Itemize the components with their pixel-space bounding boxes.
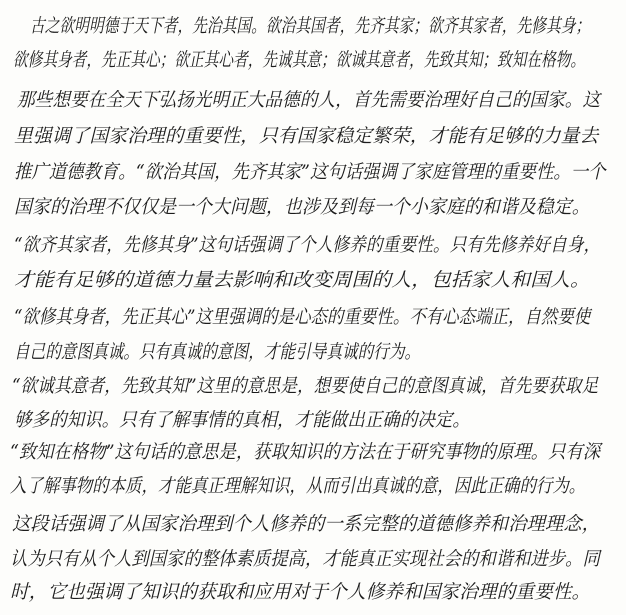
text-line: 入了解事物的本质，才能真正理解知识，从而引出真诚的意，因此正确的行为。 [10,475,586,497]
text-line: 古之欲明明德于天下者，先治其国。欲治其国者，先齐其家；欲齐其家者，先修其身； [30,15,591,37]
text-line: 够多的知识。只有了解事情的真相，才能做出正确的决定。 [14,409,470,431]
text-line: 推广道德教育。“欲治其国，先齐其家”这句话强调了家庭管理的重要性。一个 [14,161,606,183]
text-line: 那些想要在全天下弘扬光明正大品德的人，首先需要治理好自己的国家。这 [17,89,601,111]
text-line: 国家的治理不仅仅是一个大问题，也涉及到每一个小家庭的和谐及稳定。 [14,196,590,218]
text-line: 欲修其身者，先正其心；欲正其心者，先诚其意；欲诚其意者，先致其知；致知在格物。 [13,49,586,71]
text-line: 自己的意图真诚。只有真诚的意图，才能引导真诚的行为。 [14,341,421,363]
text-line: “致知在格物”这句话的意思是，获取知识的方法在于研究事物的原理。只有深 [10,441,601,463]
text-line: “欲修其身者，先正其心”这里强调的是心态的重要性。不有心态端正，自然要使 [14,306,591,328]
text-line: 认为只有从个人到国家的整体素质提高，才能真正实现社会的和谐和进步。同 [10,548,600,570]
text-line: 时，它也强调了知识的获取和应用对于个人修养和国家治理的重要性。 [10,581,591,603]
text-line: 这段话强调了从国家治理到个人修养的一系完整的道德修养和治理理念， [12,513,600,535]
text-line: 里强调了国家治理的重要性，只有国家稳定繁荣，才能有足够的力量去 [14,125,599,147]
text-line: 才能有足够的道德力量去影响和改变周围的人，包括家人和国人。 [14,269,590,291]
text-line: “欲齐其家者，先修其身”这句话强调了个人修养的重要性。只有先修养好自身， [14,234,601,256]
text-line: “欲诚其意者，先致其知”这里的意思是，想要使自己的意图真诚，首先要获取足 [12,375,599,397]
